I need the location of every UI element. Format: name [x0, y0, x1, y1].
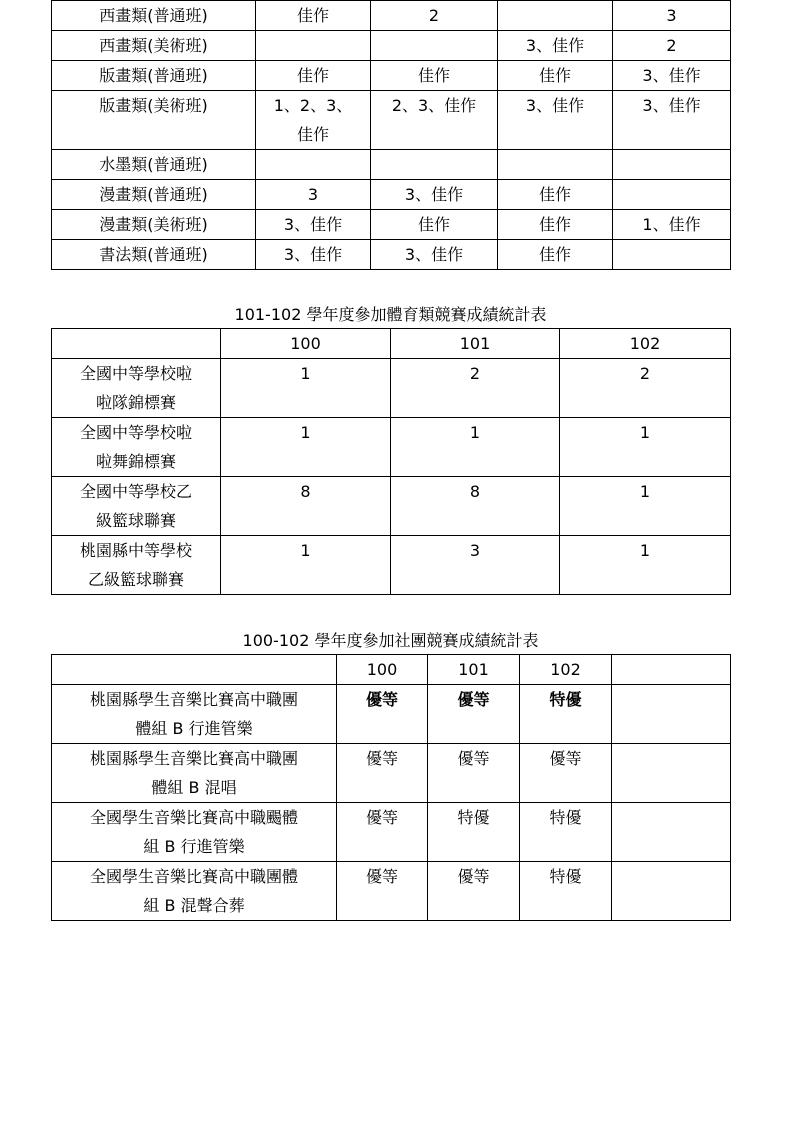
row-label: 版畫類(普通班)	[52, 61, 256, 91]
header-cell: 100	[337, 655, 428, 685]
cell: 特優	[520, 685, 612, 744]
table-row	[52, 150, 731, 180]
cell: 8	[221, 477, 391, 536]
cell: 3、佳作	[256, 240, 371, 270]
cell	[371, 31, 498, 61]
cell: 3	[391, 536, 560, 595]
row-label-line: 桃園縣中等學校	[79, 541, 192, 560]
cell	[612, 803, 731, 862]
cell: 3、佳作	[371, 240, 498, 270]
cell: 特優	[428, 803, 520, 862]
row-label	[52, 744, 337, 803]
row-label	[52, 359, 221, 418]
row-label-line: 體組 B 混唱	[151, 778, 237, 797]
cell: 2	[560, 359, 731, 418]
row-label: 書法類(普通班)	[52, 240, 256, 270]
header-cell: 100	[221, 329, 391, 359]
art-results-table	[51, 0, 731, 270]
row-label	[52, 685, 337, 744]
cell: 3、佳作	[613, 61, 731, 91]
cell: 3、佳作	[256, 210, 371, 240]
cell: 3、佳作	[498, 31, 613, 61]
row-label: 西畫類(美術班)	[52, 31, 256, 61]
table-header-row	[52, 655, 731, 685]
cell	[256, 91, 371, 150]
cell	[498, 1, 613, 31]
cell	[256, 31, 371, 61]
table-row	[52, 210, 731, 240]
cell	[498, 150, 613, 180]
cell: 3	[256, 180, 371, 210]
cell	[256, 150, 371, 180]
cell	[612, 744, 731, 803]
cell: 優等	[337, 744, 428, 803]
row-label	[52, 477, 221, 536]
cell: 2、3、佳作	[371, 91, 498, 150]
row-label-line: 全國學生音樂比賽高中職團體	[89, 867, 298, 886]
cell: 佳作	[498, 61, 613, 91]
row-label-line: 全國中等學校啦	[79, 423, 192, 442]
cell: 佳作	[256, 1, 371, 31]
cell: 1、佳作	[613, 210, 731, 240]
header-cell: 102	[520, 655, 612, 685]
header-cell: 102	[560, 329, 731, 359]
cell: 優等	[428, 685, 520, 744]
table-row	[52, 418, 731, 477]
cell: 3、佳作	[371, 180, 498, 210]
cell	[612, 685, 731, 744]
cell	[371, 150, 498, 180]
cell: 2	[613, 31, 731, 61]
club-results-table	[51, 654, 731, 921]
cell: 佳作	[371, 61, 498, 91]
cell: 1	[221, 359, 391, 418]
row-label-line: 級籃球聯賽	[95, 511, 176, 530]
table-row	[52, 803, 731, 862]
cell: 佳作	[371, 210, 498, 240]
cell	[613, 150, 731, 180]
row-label-line: 全國中等學校啦	[79, 364, 192, 383]
row-label: 西畫類(普通班)	[52, 1, 256, 31]
table-row	[52, 180, 731, 210]
row-label-line: 組 B 混聲合葬	[143, 896, 245, 915]
cell: 8	[391, 477, 560, 536]
cell: 3、佳作	[613, 91, 731, 150]
row-label-line: 體組 B 行進管樂	[135, 719, 253, 738]
row-label-line: 啦舞錦標賽	[95, 452, 176, 471]
cell	[613, 240, 731, 270]
cell: 特優	[520, 803, 612, 862]
table-header-row	[52, 329, 731, 359]
cell	[612, 862, 731, 921]
cell: 3	[613, 1, 731, 31]
cell: 1	[560, 536, 731, 595]
cell: 佳作	[498, 180, 613, 210]
row-label-line: 桃園縣學生音樂比賽高中職團	[89, 690, 298, 709]
row-label-line: 乙級籃球聯賽	[87, 570, 184, 589]
header-cell	[52, 655, 337, 685]
header-cell	[52, 329, 221, 359]
row-label-line: 桃園縣學生音樂比賽高中職團	[89, 749, 298, 768]
row-label	[52, 536, 221, 595]
row-label	[52, 862, 337, 921]
table-row	[52, 359, 731, 418]
cell: 1	[560, 418, 731, 477]
cell: 2	[371, 1, 498, 31]
cell: 佳作	[498, 240, 613, 270]
table-row	[52, 240, 731, 270]
sports-results-table	[51, 328, 731, 595]
table-row	[52, 477, 731, 536]
row-label	[52, 418, 221, 477]
row-label-line: 全國中等學校乙	[79, 482, 192, 501]
table-row	[52, 685, 731, 744]
cell: 優等	[428, 862, 520, 921]
cell: 佳作	[256, 61, 371, 91]
cell	[613, 180, 731, 210]
club-table-title: 100-102 學年度參加社團競賽成績統計表	[242, 631, 539, 650]
table-row	[52, 862, 731, 921]
table-row	[52, 91, 731, 150]
cell: 優等	[337, 803, 428, 862]
cell-line: 1、2、3、	[273, 96, 353, 115]
cell: 1	[221, 536, 391, 595]
table-row	[52, 1, 731, 31]
sports-table-title: 101-102 學年度參加體育類競賽成績統計表	[234, 305, 547, 324]
cell: 特優	[520, 862, 612, 921]
cell: 優等	[337, 685, 428, 744]
row-label: 漫畫類(普通班)	[52, 180, 256, 210]
table-row	[52, 61, 731, 91]
row-label: 版畫類(美術班)	[52, 91, 256, 150]
row-label-line: 全國學生音樂比賽高中職颺體	[89, 808, 298, 827]
table-row	[52, 31, 731, 61]
cell: 優等	[520, 744, 612, 803]
row-label: 水墨類(普通班)	[52, 150, 256, 180]
table-row	[52, 536, 731, 595]
header-cell: 101	[428, 655, 520, 685]
cell: 佳作	[498, 210, 613, 240]
table-row	[52, 744, 731, 803]
cell: 3、佳作	[498, 91, 613, 150]
cell: 1	[391, 418, 560, 477]
cell: 2	[391, 359, 560, 418]
cell: 優等	[428, 744, 520, 803]
cell: 優等	[337, 862, 428, 921]
cell: 1	[560, 477, 731, 536]
row-label	[52, 803, 337, 862]
cell: 1	[221, 418, 391, 477]
row-label-line: 組 B 行進管樂	[143, 837, 245, 856]
header-cell	[612, 655, 731, 685]
row-label: 漫畫類(美術班)	[52, 210, 256, 240]
header-cell: 101	[391, 329, 560, 359]
row-label-line: 啦隊錦標賽	[95, 393, 176, 412]
cell-line: 佳作	[296, 125, 329, 144]
